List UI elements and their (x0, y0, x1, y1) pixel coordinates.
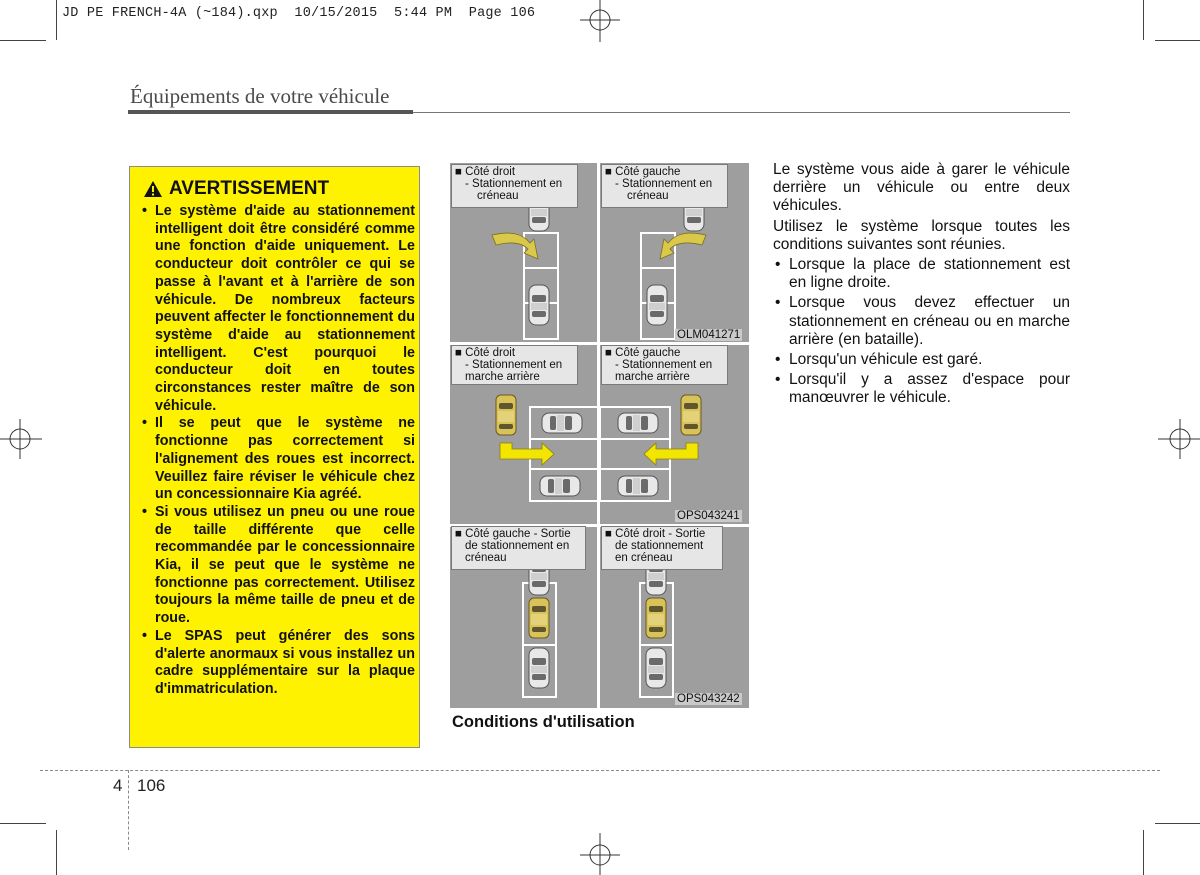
crop-mark (1155, 823, 1200, 824)
paragraph: Le système vous aide à garer le véhicule derrière un véhicule ou entre deux véhicules. (773, 161, 1070, 215)
warning-triangle-icon (143, 180, 163, 198)
chapter-number: 4 (113, 776, 123, 795)
panel-label-line: créneau (627, 190, 669, 202)
panel-label-line: marche arrière (465, 371, 540, 383)
crop-mark (0, 40, 46, 41)
panel-label-line: - Stationnement en (465, 359, 563, 371)
list-item: • Lorsque la place de stationnement est en ligne droite. (773, 256, 1070, 292)
panel-label-line: Côté droit - Sortie (615, 528, 706, 540)
panel-label-line: - Stationnement en (615, 359, 713, 371)
title-rule-dark (128, 110, 413, 114)
registration-mark-right (1158, 414, 1200, 464)
list-item: • Lorsqu'il y a assez d'espace pour manœuvrer le véhicule. (773, 371, 1070, 407)
warning-item: • Le système d'aide au stationnement intelligent doit être considéré comme une fonction d'aide uniquement. Le conducteur doit contrôler ce qui se passe à l'avant et à l'arrière de son véhicule. De nombreux facteurs peuvent affecter le fonctionnement du système d'aide au stationnement intelligent. C'est pourquoi le conducteur doit en toutes circonstances rester maître de son véhicule. (138, 203, 415, 415)
figure-code: OPS043242 (677, 693, 740, 705)
panel-label-line: en créneau (615, 552, 673, 564)
print-slug: JD PE FRENCH-4A (~184).qxp 10/15/2015 5:44 PM Page 106 (62, 6, 536, 21)
conditions-list (773, 256, 1070, 408)
footer-rule (40, 770, 1160, 771)
panel-label: ■ Côté droit - Stationnement en créneau (451, 164, 578, 208)
registration-mark-bottom (575, 833, 625, 875)
figure-code: OPS043241 (677, 510, 740, 522)
panel-label: ■ Côté gauche - Stationnement en créneau (601, 164, 728, 208)
registration-mark-top (575, 0, 625, 42)
panel-label-line: créneau (465, 552, 507, 564)
warning-item: • Il se peut que le système ne fonctionne pas correctement si l'alignement des roues est incorrect. Veuillez faire réviser le véhicule chez un concessionnaire Kia agréé. (138, 415, 415, 504)
panel-label-line: Côté droit (465, 166, 516, 178)
crop-mark (56, 830, 57, 875)
panel-label-line: - Stationnement en (465, 178, 563, 190)
panel-label-line: - Stationnement en (615, 178, 713, 190)
list-item: • Lorsqu'un véhicule est garé. (773, 351, 1070, 369)
panel-label: ■ Côté gauche - Sortie de stationnement en créneau (451, 526, 586, 570)
panel-label-line: créneau (477, 190, 519, 202)
title-rule-light (413, 112, 1070, 113)
crop-mark (1143, 0, 1144, 40)
body-text (773, 161, 1070, 410)
panel-label-line: Côté droit (465, 347, 516, 359)
panel-label: ■ Côté gauche - Stationnement en marche arrière (601, 345, 728, 385)
warning-item: • Le SPAS peut générer des sons d'alerte anormaux si vous installez un cadre supplémentaire sur la plaque d'immatriculation. (138, 628, 415, 699)
panel-label: ■ Côté droit - Stationnement en marche arrière (451, 345, 578, 385)
panel-label: ■ Côté droit - Sortie de stationnement en créneau (601, 526, 723, 570)
warning-list (138, 203, 415, 699)
warning-box (129, 166, 420, 748)
registration-mark-left (0, 414, 42, 464)
parking-diagram (450, 163, 749, 708)
crop-mark (1143, 830, 1144, 875)
panel-scene (523, 555, 556, 697)
panel-scene (640, 555, 673, 697)
panel-label-line: marche arrière (615, 371, 690, 383)
figure-code: OLM041271 (677, 329, 741, 341)
figure-caption: Conditions d'utilisation (452, 713, 635, 731)
warning-heading (143, 178, 329, 200)
panel-scene (600, 395, 701, 501)
page-number: 106 (137, 776, 166, 795)
panel-label-line: Côté gauche (615, 166, 681, 178)
footer-vertical-rule (128, 770, 129, 850)
paragraph: Utilisez le système lorsque toutes les conditions suivantes sont réunies. (773, 217, 1070, 253)
crop-mark (0, 823, 46, 824)
panel-scene (496, 395, 600, 501)
panel-label-line: Côté gauche (615, 347, 681, 359)
panel-scene (492, 191, 558, 339)
panel-scene (641, 191, 706, 339)
parking-diagram-art (450, 163, 749, 708)
panel-label-line: Côté gauche - Sortie (465, 528, 571, 540)
crop-mark (1155, 40, 1200, 41)
list-item: • Lorsque vous devez effectuer un stationnement en créneau ou en marche arrière (en bataille). (773, 294, 1070, 349)
warning-item: • Si vous utilisez un pneu ou une roue de taille différente que celle recommandée par le concessionnaire Kia, il se peut que le système ne fonctionne pas correctement. Utilisez toujours la même taille de pneu et de roue. (138, 504, 415, 628)
panel-label-line: de stationnement en (465, 540, 570, 552)
panel-label-line: de stationnement (615, 540, 704, 552)
crop-mark (56, 0, 57, 40)
section-title: Équipements de votre véhicule (130, 84, 390, 108)
warning-title: AVERTISSEMENT (169, 178, 330, 199)
